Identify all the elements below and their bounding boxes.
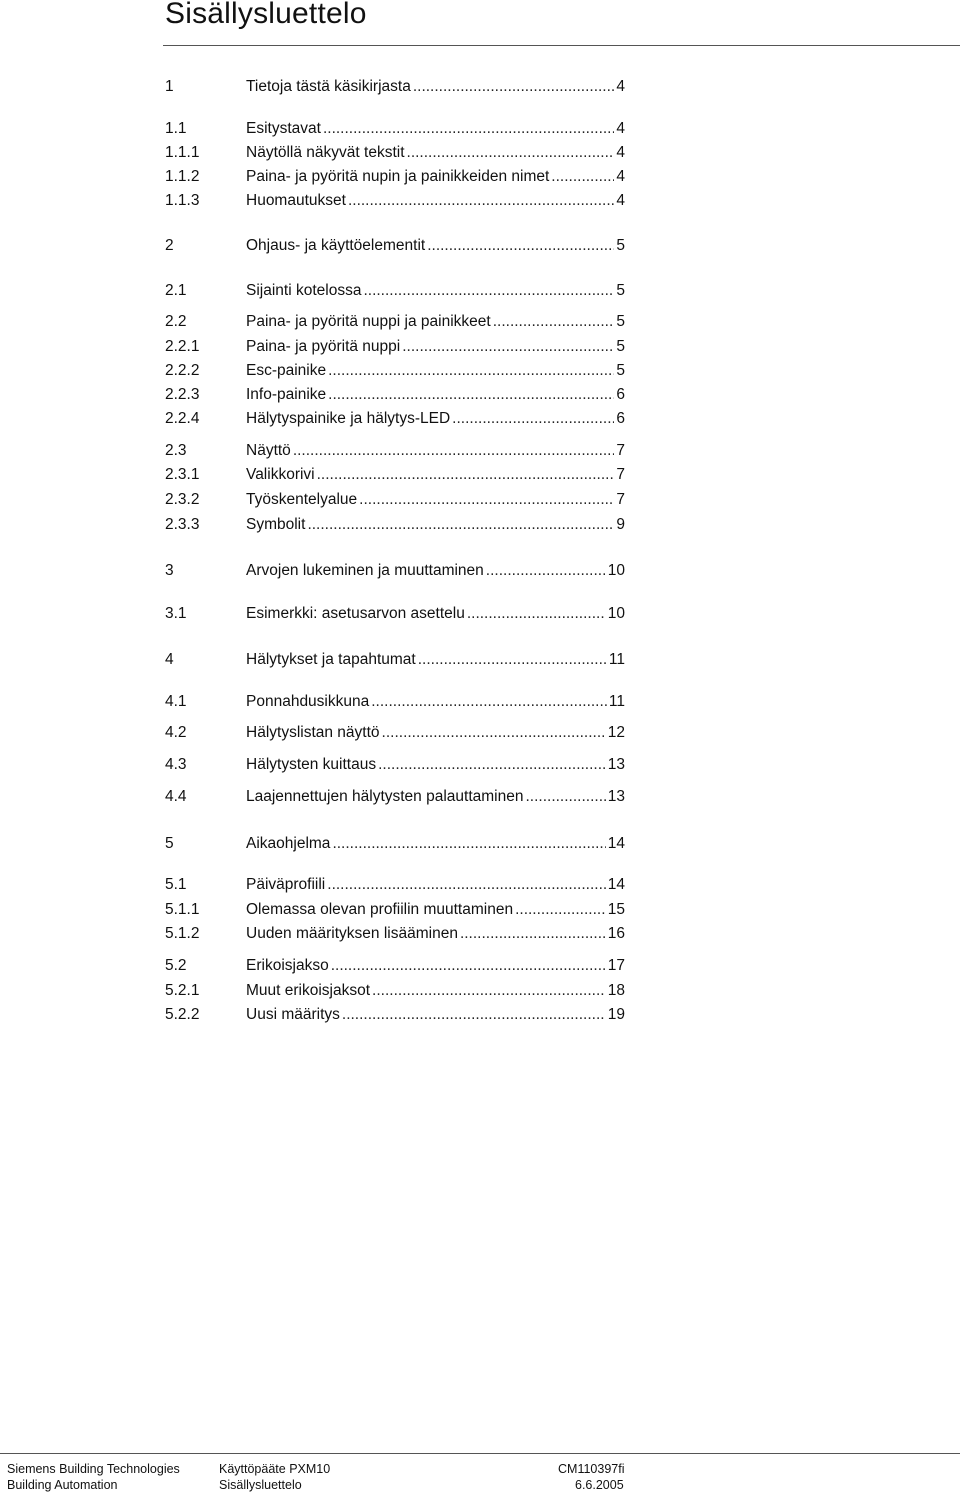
toc-entry[interactable] <box>165 1004 625 1026</box>
toc-dot-leader <box>407 142 615 164</box>
toc-entry-line <box>246 440 625 462</box>
toc-entry-title: Tietoja tästä käsikirjasta <box>246 78 411 95</box>
toc-entry-line <box>246 76 625 98</box>
toc-dot-leader <box>307 514 614 536</box>
toc-entry-line <box>246 603 625 625</box>
toc-entry-line <box>246 190 625 212</box>
toc-entry-page: 17 <box>607 957 625 974</box>
toc-entry-number: 5.1.1 <box>165 901 200 918</box>
toc-entry[interactable] <box>165 311 625 333</box>
toc-entry-number: 2 <box>165 237 174 254</box>
toc-entry[interactable] <box>165 754 625 776</box>
toc-entry[interactable] <box>165 691 625 713</box>
toc-entry-number: 2.2.1 <box>165 338 200 355</box>
toc-entry-line <box>246 754 625 776</box>
footer-date: 6.6.2005 <box>575 1478 624 1492</box>
toc-entry-line <box>246 560 625 582</box>
toc-entry-title: Työskentelyalue <box>246 491 358 508</box>
footer-divider <box>0 1453 960 1454</box>
toc-entry[interactable] <box>165 955 625 977</box>
footer-division: Building Automation <box>7 1478 118 1492</box>
toc-entry-line <box>246 833 625 855</box>
toc-entry-number: 2.2.4 <box>165 410 200 427</box>
toc-entry-number: 4 <box>165 651 174 668</box>
toc-entry-page: 4 <box>616 78 625 95</box>
toc-entry-title: Uusi määritys <box>246 1006 340 1023</box>
toc-entry-page: 4 <box>616 168 625 185</box>
footer-section: Sisällysluettelo <box>219 1478 302 1492</box>
toc-entry-title: Hälytykset ja tapahtumat <box>246 651 416 668</box>
toc-entry[interactable] <box>165 786 625 808</box>
toc-entry-title: Hälytyslistan näyttö <box>246 724 380 741</box>
toc-entry-number: 2.3.2 <box>165 491 200 508</box>
toc-dot-leader <box>460 923 606 945</box>
toc-entry-page: 5 <box>616 338 625 355</box>
toc-entry[interactable] <box>165 722 625 744</box>
toc-dot-leader <box>348 190 614 212</box>
toc-entry-page: 18 <box>607 982 625 999</box>
toc-entry[interactable] <box>165 190 625 212</box>
toc-entry-page: 15 <box>607 901 625 918</box>
toc-dot-leader <box>332 833 605 855</box>
toc-entry-line <box>246 280 625 302</box>
toc-entry-number: 2.2 <box>165 313 187 330</box>
toc-dot-leader <box>323 118 614 140</box>
toc-entry-title: Muut erikoisjaksot <box>246 982 371 999</box>
toc-entry-page: 6 <box>616 386 625 403</box>
toc-entry-line <box>246 980 625 1002</box>
toc-entry-number: 2.3.1 <box>165 466 200 483</box>
toc-entry-number: 5.2.1 <box>165 982 200 999</box>
toc-entry-page: 10 <box>607 605 625 622</box>
toc-entry-title: Esimerkki: asetusarvon asettelu <box>246 605 465 622</box>
toc-dot-leader <box>372 980 606 1002</box>
toc-entry-line <box>246 166 625 188</box>
toc-dot-leader <box>525 786 605 808</box>
toc-entry-line <box>246 874 625 896</box>
toc-entry-page: 4 <box>616 192 625 209</box>
toc-entry-line <box>246 464 625 486</box>
toc-dot-leader <box>486 560 606 582</box>
toc-entry[interactable] <box>165 874 625 896</box>
toc-entry-number: 1.1 <box>165 120 187 137</box>
toc-entry[interactable] <box>165 280 625 302</box>
toc-entry-page: 13 <box>607 788 625 805</box>
toc-dot-leader <box>331 955 606 977</box>
toc-entry-line <box>246 384 625 406</box>
toc-entry-line <box>246 142 625 164</box>
toc-entry-number: 2.2.3 <box>165 386 200 403</box>
toc-dot-leader <box>427 235 614 257</box>
toc-entry-line <box>246 235 625 257</box>
toc-entry-title: Sijainti kotelossa <box>246 282 362 299</box>
toc-dot-leader <box>317 464 615 486</box>
toc-entry-title: Ohjaus- ja käyttöelementit <box>246 237 426 254</box>
toc-entry[interactable] <box>165 560 625 582</box>
toc-entry-number: 4.1 <box>165 693 187 710</box>
toc-dot-leader <box>452 408 614 430</box>
toc-entry-number: 1.1.1 <box>165 144 200 161</box>
toc-entry-page: 11 <box>608 693 625 710</box>
toc-entry-title: Hälytyspainike ja hälytys-LED <box>246 410 451 427</box>
toc-entry[interactable] <box>165 235 625 257</box>
toc-entry-number: 4.3 <box>165 756 187 773</box>
toc-entry-number: 1 <box>165 78 174 95</box>
toc-entry[interactable] <box>165 166 625 188</box>
toc-dot-leader <box>467 603 606 625</box>
toc-entry-page: 19 <box>607 1006 625 1023</box>
toc-entry-page: 11 <box>608 651 625 668</box>
toc-entry-number: 3 <box>165 562 174 579</box>
toc-dot-leader <box>293 440 615 462</box>
footer-doc-id: CM110397fi <box>558 1462 625 1476</box>
toc-entry-number: 4.2 <box>165 724 187 741</box>
toc-entry-line <box>246 923 625 945</box>
toc-entry-line <box>246 514 625 536</box>
toc-entry-page: 4 <box>616 120 625 137</box>
toc-entry-title: Erikoisjakso <box>246 957 329 974</box>
toc-entry-title: Näytöllä näkyvät tekstit <box>246 144 405 161</box>
toc-entry[interactable] <box>165 440 625 462</box>
toc-entry-title: Päiväprofiili <box>246 876 326 893</box>
toc-entry-line <box>246 899 625 921</box>
toc-entry-page: 7 <box>616 466 625 483</box>
toc-entry[interactable] <box>165 360 625 382</box>
toc-entry-title: Olemassa olevan profiilin muuttaminen <box>246 901 514 918</box>
toc-entry-line <box>246 1004 625 1026</box>
toc-entry-line <box>246 489 625 511</box>
toc-entry[interactable] <box>165 899 625 921</box>
toc-entry-number: 3.1 <box>165 605 187 622</box>
toc-dot-leader <box>371 691 607 713</box>
footer-company: Siemens Building Technologies <box>7 1462 180 1476</box>
toc-dot-leader <box>551 166 614 188</box>
toc-entry[interactable] <box>165 603 625 625</box>
toc-entry-number: 1.1.3 <box>165 192 200 209</box>
toc-dot-leader <box>342 1004 606 1026</box>
toc-entry-page: 10 <box>607 562 625 579</box>
toc-dot-leader <box>382 722 606 744</box>
toc-dot-leader <box>328 360 614 382</box>
toc-dot-leader <box>378 754 606 776</box>
toc-entry-line <box>246 118 625 140</box>
toc-entry-number: 2.3 <box>165 442 187 459</box>
toc-entry[interactable] <box>165 76 625 98</box>
toc-entry[interactable] <box>165 980 625 1002</box>
toc-entry-page: 9 <box>616 516 625 533</box>
toc-entry[interactable] <box>165 142 625 164</box>
toc-entry[interactable] <box>165 923 625 945</box>
toc-entry[interactable] <box>165 464 625 486</box>
toc-entry-line <box>246 336 625 358</box>
toc-entry-page: 4 <box>616 144 625 161</box>
toc-entry-title: Ponnahdusikkuna <box>246 693 370 710</box>
toc-entry-title: Paina- ja pyöritä nupin ja painikkeiden nimet <box>246 168 550 185</box>
toc-entry-title: Paina- ja pyöritä nuppi <box>246 338 401 355</box>
toc-entry-title: Esc-painike <box>246 362 327 379</box>
toc-dot-leader <box>363 280 614 302</box>
toc-dot-leader <box>413 76 615 98</box>
toc-entry-page: 5 <box>616 313 625 330</box>
toc-entry-page: 12 <box>607 724 625 741</box>
toc-entry-title: Symbolit <box>246 516 306 533</box>
toc-entry-title: Valikkorivi <box>246 466 315 483</box>
toc-entry-line <box>246 691 625 713</box>
toc-entry[interactable] <box>165 384 625 406</box>
toc-entry[interactable] <box>165 833 625 855</box>
toc-entry[interactable] <box>165 336 625 358</box>
toc-entry-line <box>246 786 625 808</box>
toc-entry-line <box>246 408 625 430</box>
toc-entry-page: 16 <box>607 925 625 942</box>
toc-entry-title: Aikaohjelma <box>246 835 331 852</box>
toc-entry-number: 5.2.2 <box>165 1006 200 1023</box>
toc-entry-page: 5 <box>616 362 625 379</box>
toc-entry-title: Huomautukset <box>246 192 346 209</box>
toc-entry-title: Laajennettujen hälytysten palauttaminen <box>246 788 524 805</box>
toc-entry-page: 7 <box>616 442 625 459</box>
toc-entry-title: Uuden määrityksen lisääminen <box>246 925 458 942</box>
toc-entry-line <box>246 722 625 744</box>
toc-entry-title: Paina- ja pyöritä nuppi ja painikkeet <box>246 313 491 330</box>
toc-entry-number: 5.1 <box>165 876 187 893</box>
toc-dot-leader <box>515 899 606 921</box>
toc-entry-page: 5 <box>616 237 625 254</box>
toc-entry-page: 5 <box>616 282 625 299</box>
toc-entry-number: 5.1.2 <box>165 925 200 942</box>
toc-entry-title: Näyttö <box>246 442 291 459</box>
page-title: Sisällysluettelo <box>165 0 367 30</box>
toc-entry[interactable] <box>165 514 625 536</box>
toc-entry[interactable] <box>165 489 625 511</box>
toc-dot-leader <box>327 874 605 896</box>
toc-dot-leader <box>328 384 614 406</box>
toc-entry-number: 2.3.3 <box>165 516 200 533</box>
toc-entry-page: 14 <box>607 876 625 893</box>
toc-dot-leader <box>493 311 615 333</box>
toc-entry-line <box>246 955 625 977</box>
footer-product: Käyttöpääte PXM10 <box>219 1462 331 1476</box>
toc-entry-number: 5.2 <box>165 957 187 974</box>
toc-entry-number: 2.1 <box>165 282 187 299</box>
toc-entry-title: Esitystavat <box>246 120 321 137</box>
toc-entry-line <box>246 360 625 382</box>
toc-entry-page: 6 <box>616 410 625 427</box>
toc-entry-title: Arvojen lukeminen ja muuttaminen <box>246 562 484 579</box>
toc-entry-number: 1.1.2 <box>165 168 200 185</box>
toc-entry-page: 7 <box>616 491 625 508</box>
toc-entry-page: 13 <box>607 756 625 773</box>
toc-entry-title: Info-painike <box>246 386 327 403</box>
toc-entry[interactable] <box>165 118 625 140</box>
toc-entry[interactable] <box>165 649 625 671</box>
toc-entry-number: 5 <box>165 835 174 852</box>
toc-entry-title: Hälytysten kuittaus <box>246 756 377 773</box>
toc-entry-page: 14 <box>607 835 625 852</box>
toc-dot-leader <box>418 649 607 671</box>
toc-entry-line <box>246 649 625 671</box>
toc-entry-number: 4.4 <box>165 788 187 805</box>
toc-entry-number: 2.2.2 <box>165 362 200 379</box>
toc-entry-line <box>246 311 625 333</box>
toc-entry[interactable] <box>165 408 625 430</box>
toc-dot-leader <box>359 489 614 511</box>
toc-dot-leader <box>402 336 614 358</box>
